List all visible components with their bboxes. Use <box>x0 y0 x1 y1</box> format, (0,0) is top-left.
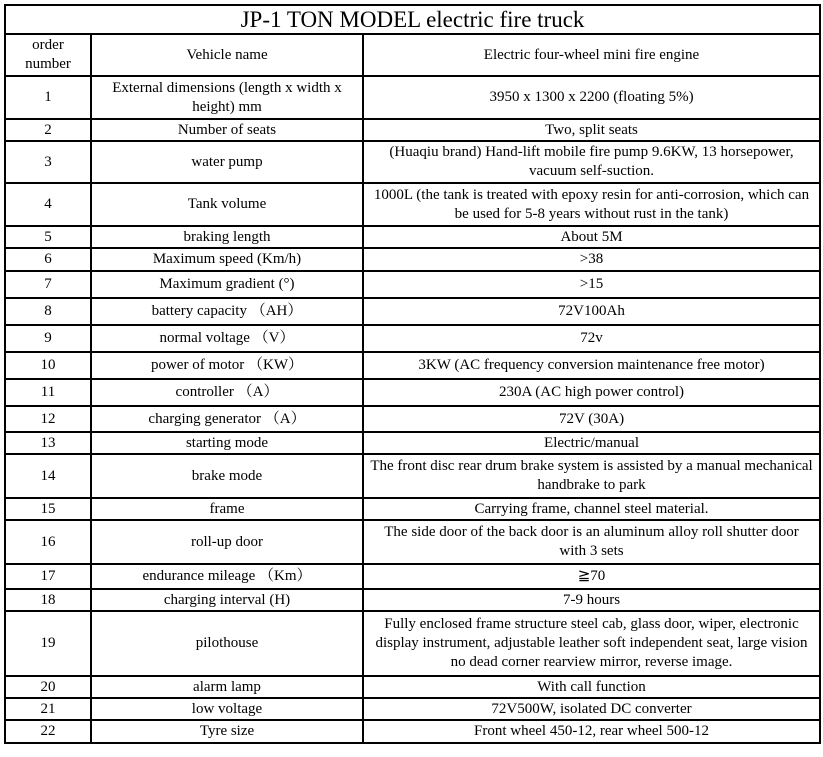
row-number: 10 <box>5 352 91 379</box>
header-vehicle-value: Electric four-wheel mini fire engine <box>363 34 820 76</box>
row-item-value: >38 <box>363 248 820 271</box>
row-item-name: power of motor （KW） <box>91 352 363 379</box>
header-order-number: order number <box>5 34 91 76</box>
row-item-value: Front wheel 450-12, rear wheel 500-12 <box>363 720 820 743</box>
title-row <box>5 5 820 34</box>
table-row <box>5 454 820 498</box>
row-item-value: Two, split seats <box>363 119 820 141</box>
row-item-value: Electric/manual <box>363 432 820 454</box>
row-item-value: The front disc rear drum brake system is assisted by a manual mechanical handbrake to park <box>363 454 820 498</box>
row-number: 20 <box>5 676 91 698</box>
table-row <box>5 379 820 406</box>
row-number: 4 <box>5 183 91 226</box>
row-number: 1 <box>5 76 91 119</box>
table-row <box>5 720 820 743</box>
row-number: 14 <box>5 454 91 498</box>
row-item-name: pilothouse <box>91 611 363 676</box>
row-number: 3 <box>5 141 91 183</box>
row-item-name: brake mode <box>91 454 363 498</box>
row-item-name: battery capacity （AH） <box>91 298 363 325</box>
row-item-value: 72v <box>363 325 820 352</box>
spec-table <box>4 4 821 744</box>
row-number: 17 <box>5 564 91 589</box>
row-number: 2 <box>5 119 91 141</box>
header-row <box>5 34 820 76</box>
row-item-value: Carrying frame, channel steel material. <box>363 498 820 520</box>
table-row <box>5 564 820 589</box>
table-row <box>5 611 820 676</box>
table-row <box>5 325 820 352</box>
table-row <box>5 76 820 119</box>
row-number: 12 <box>5 406 91 432</box>
row-item-value: >15 <box>363 271 820 298</box>
row-item-name: braking length <box>91 226 363 248</box>
row-item-name: normal voltage （V） <box>91 325 363 352</box>
row-item-value: 3KW (AC frequency conversion maintenance free motor) <box>363 352 820 379</box>
row-item-value: 7-9 hours <box>363 589 820 611</box>
row-number: 22 <box>5 720 91 743</box>
row-item-name: frame <box>91 498 363 520</box>
row-item-value: ≧70 <box>363 564 820 589</box>
row-item-name: Number of seats <box>91 119 363 141</box>
row-number: 6 <box>5 248 91 271</box>
row-number: 18 <box>5 589 91 611</box>
row-item-value: Fully enclosed frame structure steel cab, glass door, wiper, electronic display instrument, adjustable leather soft independent seat, large vision no dead corner rearview mirror, reverse image. <box>363 611 820 676</box>
table-row <box>5 432 820 454</box>
row-item-value: (Huaqiu brand) Hand-lift mobile fire pump 9.6KW, 13 horsepower, vacuum self-suction. <box>363 141 820 183</box>
row-item-value: 230A (AC high power control) <box>363 379 820 406</box>
table-row <box>5 520 820 564</box>
row-item-name: charging generator （A） <box>91 406 363 432</box>
header-vehicle-name: Vehicle name <box>91 34 363 76</box>
table-row <box>5 141 820 183</box>
row-item-name: endurance mileage （Km） <box>91 564 363 589</box>
table-row <box>5 298 820 325</box>
table-row <box>5 119 820 141</box>
row-item-name: charging interval (H) <box>91 589 363 611</box>
table-row <box>5 698 820 720</box>
row-item-value: With call function <box>363 676 820 698</box>
row-number: 15 <box>5 498 91 520</box>
row-item-name: roll-up door <box>91 520 363 564</box>
row-item-name: Maximum gradient (°) <box>91 271 363 298</box>
table-title: JP-1 TON MODEL electric fire truck <box>5 5 820 34</box>
row-number: 13 <box>5 432 91 454</box>
table-row <box>5 271 820 298</box>
row-item-value: 72V100Ah <box>363 298 820 325</box>
row-item-value: About 5M <box>363 226 820 248</box>
row-item-value: 3950 x 1300 x 2200 (floating 5%) <box>363 76 820 119</box>
table-row <box>5 183 820 226</box>
row-item-name: low voltage <box>91 698 363 720</box>
row-number: 21 <box>5 698 91 720</box>
row-item-name: starting mode <box>91 432 363 454</box>
row-number: 8 <box>5 298 91 325</box>
row-number: 11 <box>5 379 91 406</box>
row-number: 5 <box>5 226 91 248</box>
row-item-name: water pump <box>91 141 363 183</box>
table-row <box>5 248 820 271</box>
row-number: 16 <box>5 520 91 564</box>
table-row <box>5 676 820 698</box>
row-number: 7 <box>5 271 91 298</box>
row-number: 9 <box>5 325 91 352</box>
row-number: 19 <box>5 611 91 676</box>
table-row <box>5 226 820 248</box>
table-row <box>5 352 820 379</box>
row-item-value: 72V (30A) <box>363 406 820 432</box>
table-row <box>5 498 820 520</box>
row-item-name: controller （A） <box>91 379 363 406</box>
row-item-name: External dimensions (length x width x height) mm <box>91 76 363 119</box>
row-item-name: Tyre size <box>91 720 363 743</box>
table-row <box>5 589 820 611</box>
table-row <box>5 406 820 432</box>
row-item-name: alarm lamp <box>91 676 363 698</box>
row-item-name: Tank volume <box>91 183 363 226</box>
row-item-value: 1000L (the tank is treated with epoxy resin for anti-corrosion, which can be used for 5-8 years without rust in the tank) <box>363 183 820 226</box>
row-item-name: Maximum speed (Km/h) <box>91 248 363 271</box>
row-item-value: 72V500W, isolated DC converter <box>363 698 820 720</box>
row-item-value: The side door of the back door is an aluminum alloy roll shutter door with 3 sets <box>363 520 820 564</box>
